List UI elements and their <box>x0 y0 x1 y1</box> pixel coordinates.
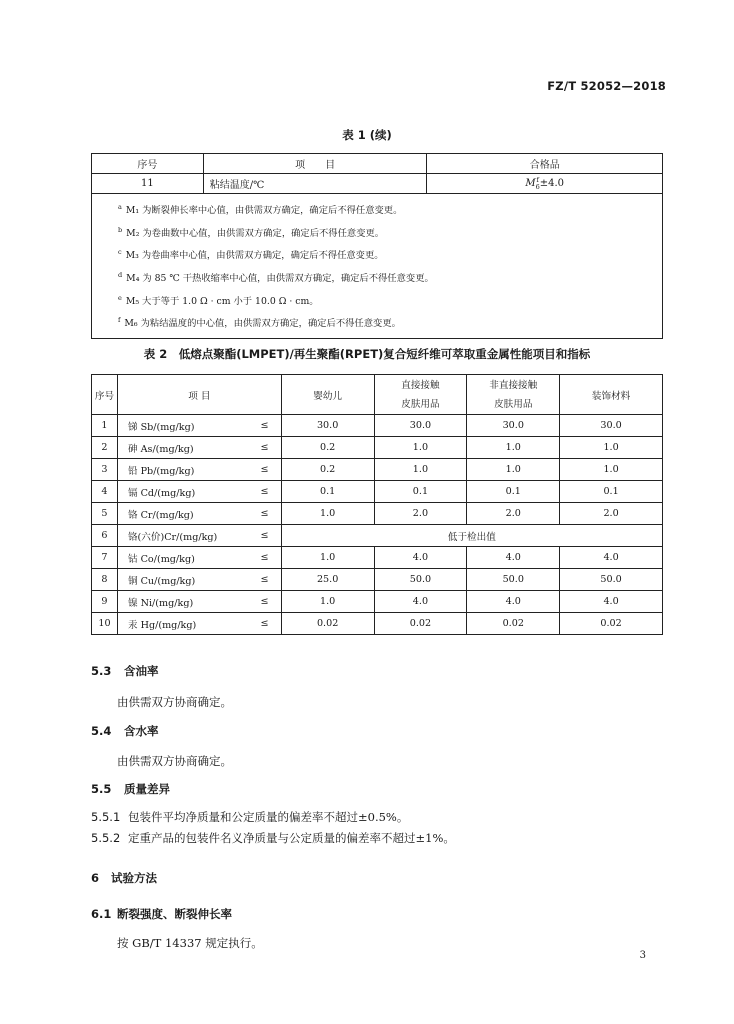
row-number-cell: 5 <box>92 503 118 525</box>
operator-cell: ≤ <box>248 481 281 503</box>
table-row <box>92 569 663 591</box>
section-5-3-body: 由供需双方协商确定。 <box>117 695 232 709</box>
table2 <box>91 374 663 635</box>
section-5-4-body: 由供需双方协商确定。 <box>117 754 232 768</box>
section-6-heading: 6 试验方法 <box>91 871 157 885</box>
clause-5-5-2: 5.5.2 定重产品的包装件名义净质量与公定质量的偏差率不超过±1%。 <box>91 831 455 845</box>
value-cell: 4.0 <box>560 591 663 613</box>
value-cell: 25.0 <box>281 569 374 591</box>
table-row <box>92 613 663 635</box>
operator-cell: ≤ <box>248 525 281 547</box>
t1-col-item: 项 目 <box>203 154 427 174</box>
value-cell: 4.0 <box>467 547 560 569</box>
value-cell: 1.0 <box>374 459 467 481</box>
table-row <box>92 415 663 437</box>
value-cell: 50.0 <box>560 569 663 591</box>
value-cell: 0.1 <box>467 481 560 503</box>
item-cell: 铜 Cu/(mg/kg) <box>117 569 248 591</box>
t2-head-no: 序号 <box>92 375 118 415</box>
row-number-cell: 4 <box>92 481 118 503</box>
section-5-5-heading: 5.5 质量差异 <box>91 782 170 796</box>
operator-cell: ≤ <box>248 415 281 437</box>
row-number-cell: 6 <box>92 525 118 547</box>
value-cell: 1.0 <box>467 437 560 459</box>
item-cell: 铬 Cr/(mg/kg) <box>117 503 248 525</box>
value-cell: 0.1 <box>281 481 374 503</box>
item-cell: 砷 As/(mg/kg) <box>117 437 248 459</box>
table-row <box>92 503 663 525</box>
item-cell: 铬(六价)Cr/(mg/kg) <box>117 525 248 547</box>
t2-head-decor: 装饰材料 <box>560 375 663 415</box>
row-number-cell: 3 <box>92 459 118 481</box>
item-cell: 钴 Co/(mg/kg) <box>117 547 248 569</box>
page-number: 3 <box>639 950 646 961</box>
row-number-cell: 7 <box>92 547 118 569</box>
table-row <box>92 591 663 613</box>
table2-caption: 表 2 低熔点聚酯(LMPET)/再生聚酯(RPET)复合短纤维可萃取重金属性能项目和指标 <box>143 347 591 361</box>
value-cell: 1.0 <box>281 503 374 525</box>
table-row <box>92 459 663 481</box>
note-line: $^a$ M₁ 为断裂伸长率中心值，由供需双方确定，确定后不得任意变更。 <box>118 203 403 217</box>
item-cell: 汞 Hg/(mg/kg) <box>117 613 248 635</box>
value-cell: 1.0 <box>560 437 663 459</box>
standard-code: FZ/T 52052—2018 <box>547 79 666 93</box>
value-cell: 0.02 <box>467 613 560 635</box>
t2-head-indirect: 非直接接触 皮肤用品 <box>467 375 560 415</box>
row-number-cell: 2 <box>92 437 118 459</box>
value-cell: 4.0 <box>374 547 467 569</box>
table-row <box>92 525 663 547</box>
value-cell: 2.0 <box>467 503 560 525</box>
t2-head-direct: 直接接触 皮肤用品 <box>374 375 467 415</box>
section-6-1-body: 按 GB/T 14337 规定执行。 <box>117 936 263 950</box>
t1-row-no: 11 <box>92 174 204 194</box>
value-cell: 0.1 <box>560 481 663 503</box>
value-cell: 1.0 <box>467 459 560 481</box>
table1 <box>91 153 663 339</box>
item-cell: 锑 Sb/(mg/kg) <box>117 415 248 437</box>
t1-row-value: M f 6 ±4.0 <box>427 174 663 194</box>
row-number-cell: 10 <box>92 613 118 635</box>
clause-5-5-1: 5.5.1 包装件平均净质量和公定质量的偏差率不超过±0.5%。 <box>91 810 409 824</box>
note-line: $^d$ M₄ 为 85 ℃ 干热收缩率中心值，由供需双方确定，确定后不得任意变更。 <box>118 271 434 285</box>
value-cell: 2.0 <box>560 503 663 525</box>
note-line: $^f$ M₆ 为粘结温度的中心值，由供需双方确定，确定后不得任意变更。 <box>118 316 401 330</box>
table-row <box>92 437 663 459</box>
section-5-3-heading: 5.3 含油率 <box>91 664 159 678</box>
row-number-cell: 1 <box>92 415 118 437</box>
item-cell: 镍 Ni/(mg/kg) <box>117 591 248 613</box>
value-cell: 4.0 <box>467 591 560 613</box>
operator-cell: ≤ <box>248 591 281 613</box>
section-6-1-heading: 6.1 断裂强度、断裂伸长率 <box>91 907 232 921</box>
value-cell: 1.0 <box>374 437 467 459</box>
value-cell: 0.2 <box>281 459 374 481</box>
row-number-cell: 9 <box>92 591 118 613</box>
t1-col-grade: 合格品 <box>427 154 663 174</box>
value-cell: 30.0 <box>560 415 663 437</box>
note-line: $^b$ M₂ 为卷曲数中心值，由供需双方确定，确定后不得任意变更。 <box>118 225 385 239</box>
value-cell: 0.02 <box>374 613 467 635</box>
note-line: $^e$ M₅ 大于等于 1.0 Ω · cm 小于 10.0 Ω · cm。 <box>118 293 319 307</box>
value-cell: 1.0 <box>281 591 374 613</box>
table-row <box>92 481 663 503</box>
t1-notes <box>92 194 663 339</box>
value-cell: 30.0 <box>374 415 467 437</box>
value-cell: 1.0 <box>560 459 663 481</box>
value-cell: 30.0 <box>467 415 560 437</box>
value-cell: 4.0 <box>560 547 663 569</box>
table-row <box>92 547 663 569</box>
t1-row-item: 粘结温度/℃ <box>203 174 427 194</box>
operator-cell: ≤ <box>248 503 281 525</box>
table1-caption: 表 1 (续) <box>342 128 392 142</box>
operator-cell: ≤ <box>248 437 281 459</box>
value-cell: 50.0 <box>374 569 467 591</box>
value-cell: 4.0 <box>374 591 467 613</box>
value-cell: 1.0 <box>281 547 374 569</box>
value-cell: 0.02 <box>281 613 374 635</box>
note-line: $^c$ M₃ 为卷曲率中心值，由供需双方确定，确定后不得任意变更。 <box>118 248 384 262</box>
operator-cell: ≤ <box>248 613 281 635</box>
section-5-4-heading: 5.4 含水率 <box>91 724 159 738</box>
t1-col-no: 序号 <box>92 154 204 174</box>
t2-head-infant: 婴幼儿 <box>281 375 374 415</box>
value-cell: 2.0 <box>374 503 467 525</box>
t2-head-item: 项 目 <box>117 375 281 415</box>
item-cell: 铅 Pb/(mg/kg) <box>117 459 248 481</box>
operator-cell: ≤ <box>248 569 281 591</box>
operator-cell: ≤ <box>248 547 281 569</box>
value-cell: 0.1 <box>374 481 467 503</box>
merged-value-cell: 低于检出值 <box>281 525 662 547</box>
operator-cell: ≤ <box>248 459 281 481</box>
row-number-cell: 8 <box>92 569 118 591</box>
value-cell: 0.02 <box>560 613 663 635</box>
value-cell: 50.0 <box>467 569 560 591</box>
item-cell: 镉 Cd/(mg/kg) <box>117 481 248 503</box>
value-cell: 0.2 <box>281 437 374 459</box>
value-cell: 30.0 <box>281 415 374 437</box>
